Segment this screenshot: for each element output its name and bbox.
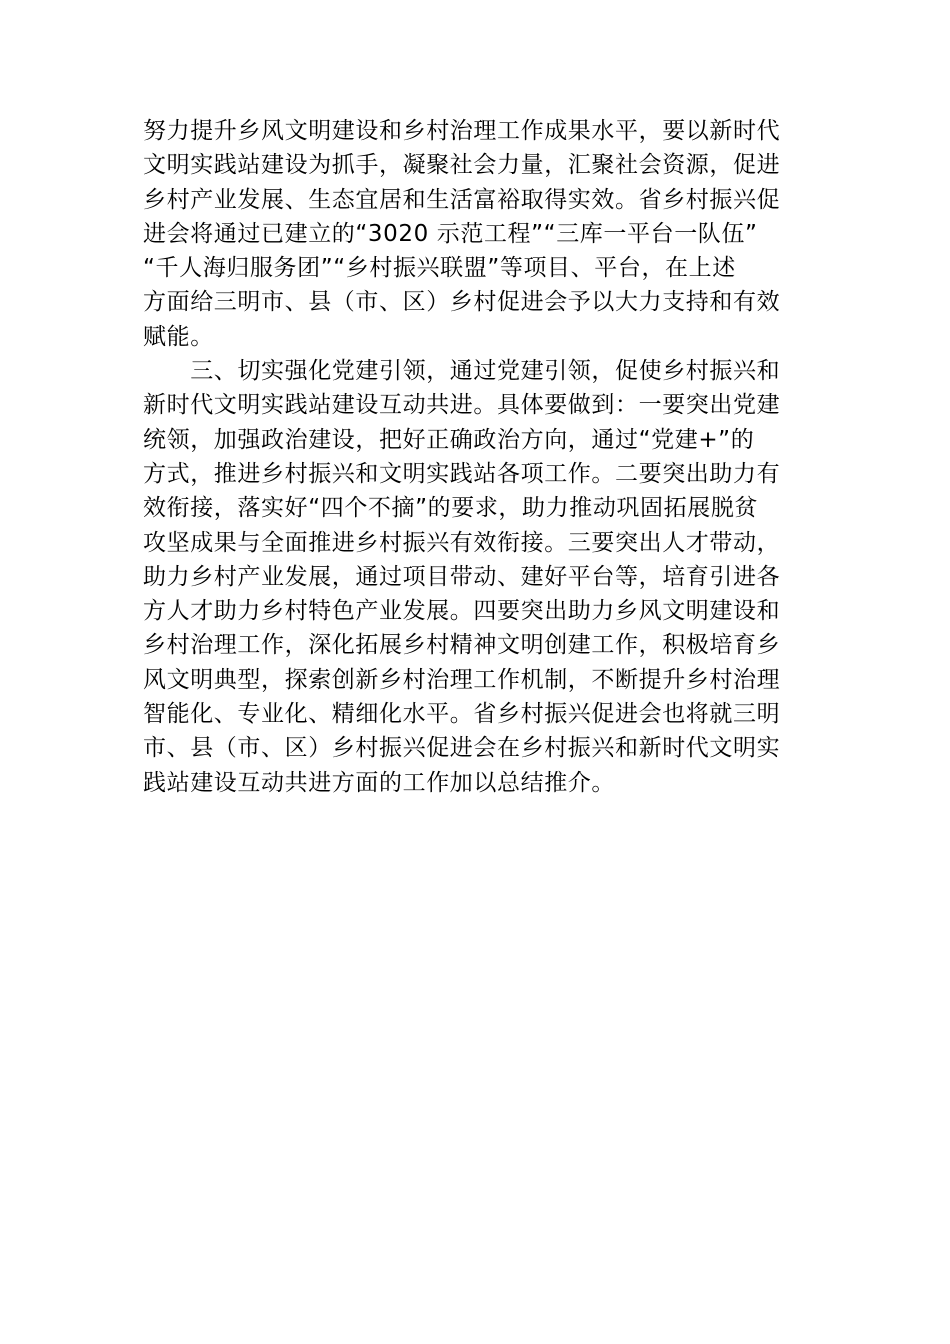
text-line: 智能化、专业化、精细化水平。省乡村振兴促进会也将就三明: [143, 701, 781, 728]
text-line: 三、切实强化党建引领，通过党建引领，促使乡村振兴和: [143, 358, 781, 385]
text-line: 统领，加强政治建设，把好正确政治方向，通过“党建+”的: [143, 426, 755, 453]
text-line: 进会将通过已建立的“3020 示范工程”“三库一平台一队伍”: [143, 220, 758, 247]
text-line: “千人海归服务团”“乡村振兴联盟”等项目、平台，在上述: [143, 255, 736, 282]
text-line: 践站建设互动共进方面的工作加以总结推介。: [143, 769, 615, 796]
text-line: 赋能。: [143, 323, 214, 350]
text-line: 方面给三明市、县（市、区）乡村促进会予以大力支持和有效: [143, 289, 781, 316]
text-line: 文明实践站建设为抓手，凝聚社会力量，汇聚社会资源，促进: [143, 152, 781, 179]
text-line: 攻坚成果与全面推进乡村振兴有效衔接。三要突出人才带动，: [143, 529, 781, 556]
text-line: 方式，推进乡村振兴和文明实践站各项工作。二要突出助力有: [143, 460, 781, 487]
text-line: 乡村产业发展、生态宜居和生活富裕取得实效。省乡村振兴促: [143, 186, 781, 213]
text-line: 新时代文明实践站建设互动共进。具体要做到：一要突出党建: [143, 392, 781, 419]
text-line: 效衔接，落实好“四个不摘”的要求，助力推动巩固拓展脱贫: [143, 495, 759, 522]
text-line: 努力提升乡风文明建设和乡村治理工作成果水平，要以新时代: [143, 118, 781, 144]
text-line: 乡村治理工作，深化拓展乡村精神文明创建工作，积极培育乡: [143, 632, 781, 659]
text-line: 市、县（市、区）乡村振兴促进会在乡村振兴和新时代文明实: [143, 735, 781, 762]
text-line: 方人才助力乡村特色产业发展。四要突出助力乡风文明建设和: [143, 598, 781, 625]
text-line: 风文明典型，探索创新乡村治理工作机制，不断提升乡村治理: [143, 666, 781, 693]
text-line: 助力乡村产业发展，通过项目带动、建好平台等，培育引进各: [143, 563, 781, 590]
document-body: [143, 114, 813, 800]
